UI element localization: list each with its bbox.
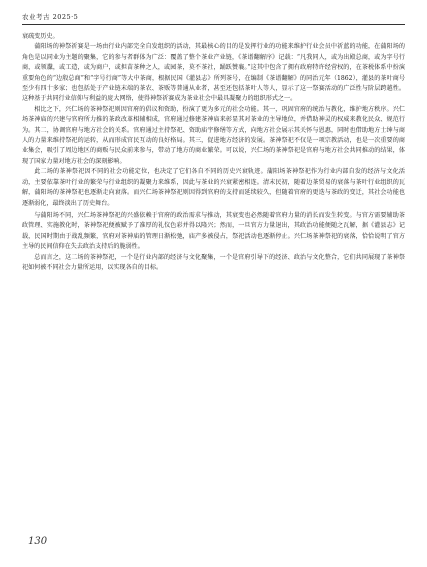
paragraph: 与蒲阳场不同，兴仁场茶神祭祀的兴盛依赖于官府的政治需求与推动，其衰变也必然随着官府力量的消长而发生转变。与官方需要辅助茶政管理、实施教化时，茶神祭祀便被赋予了准厚的礼仪色彩并得以隆兴；然而，一旦官方力量退出，其政治功能便随之瓦解，据《灌县志》记载，民国时期由于战乱频繁，官府对茶神庙的管理日渐松弛，庙产多被侵占，祭祀活动也逐渐停止。兴仁场茶神祭祀的衰落，恰恰说明了官方主导的民间信仰在失去政治支持后的脆弱性。 — [22, 211, 405, 251]
running-head: 农业考古 2025·5 — [22, 13, 79, 21]
paragraph: 总而言之，这二场的茶神祭祀，一个是行业内部的经济与文化聚集，一个是官府引导下的经济、政治与文化整合，它们共同展现了茶神祭祀如何被不同社会力量所运用，以实现各自的目标。 — [22, 253, 405, 271]
paragraph: 衰疏变历史。 — [22, 33, 59, 40]
header-rule — [22, 24, 405, 25]
article-body — [22, 32, 405, 523]
paragraph: 蒲阳场的神祭祈赛是一场由行业内部完全自发组织的活动，其最核心的目的是发挥行业的功能来维护行业会员中祈蓝的功能，在蒲阳场的角色是以同业为主题的聚集，它的参与者群体为广泛：覆盖了整个茶业产业链，《茶谱翻解序》记载：“凡我同人，或为出殿总商，或为字号行商，或领纛，或工造，或为商户，或担苗茶种之人，或园茶，莫不茶社，踊跃赞襄。”这其中包含了拥有政府特许经营权的，在茶税体系中扮演重要角色的“边殷总商”和“字号行商”等大中茶商，根据民国《灌县志》所列茶号，在编制《茶谱翻解》的同治元年（1862），灌县的茶叶商号至少有四十多家；也包括处于产业链末端的茶农、茶贩等普通从业者，甚至还包括茶叶人等人，显示了这一祭赛活动的广泛性与阶层跨越性。这种基于共同行业信仰与利益的庞大网络，使得神祭祈赛成为茶业社会中最具凝聚力的组织形式之一。 — [22, 43, 405, 103]
paragraph: 此二场的茶神祭祀因不同的社会功能定位，也决定了它们各自不同的历史兴衰轨迹。蒲阳场茶神祭祀作为行业内部自发的经济与文化活动，主要依靠茶叶行业的繁荣与行业组织的凝聚力来维系，因此与茶业的兴衰紧密相连。清末民初，随着边茶贸易的衰落与茶叶行业组织的瓦解，蒲阳场的茶神祭祀也逐渐走向衰落。而兴仁场茶神祭祀则因得到官府的支持而延续较久，但随着官府的更迭与茶政的变迁，其社会功能也逐渐弱化，最终淡出了历史舞台。 — [22, 168, 405, 207]
paragraph: 相比之下，兴仁场的茶神祭祀则因官府的倡议和资助，扮演了更为多元的社会功能。其一，巩固官府的统治与教化，维护地方秩序。兴仁场茶神庙的兴建与官府所力推的茶政改革相辅相成，官府通过修建茶神庙来彰显其对茶业的主导地位，并借助神灵的权威来教化民众、规范行为。其二，协调官府与地方社会的关系。官府通过主持祭祀、资助庙宇修缮等方式，向地方社会展示其关怀与恩惠，同时也借助地方士绅与商人的力量来维持祭祀的运转，从而形成官民互动的良好格局。其三，促进地方经济的发展。茶神祭祀不仅是一项宗教活动，也是一次重要的商业集会，吸引了周边地区的商贩与民众前来参与，带动了地方的商业繁荣。可以说，兴仁场的茶神祭祀是官府与地方社会共同推动的结果，体现了国家力量对地方社会的深刻影响。 — [22, 105, 405, 165]
page-number: 130 — [28, 536, 48, 547]
